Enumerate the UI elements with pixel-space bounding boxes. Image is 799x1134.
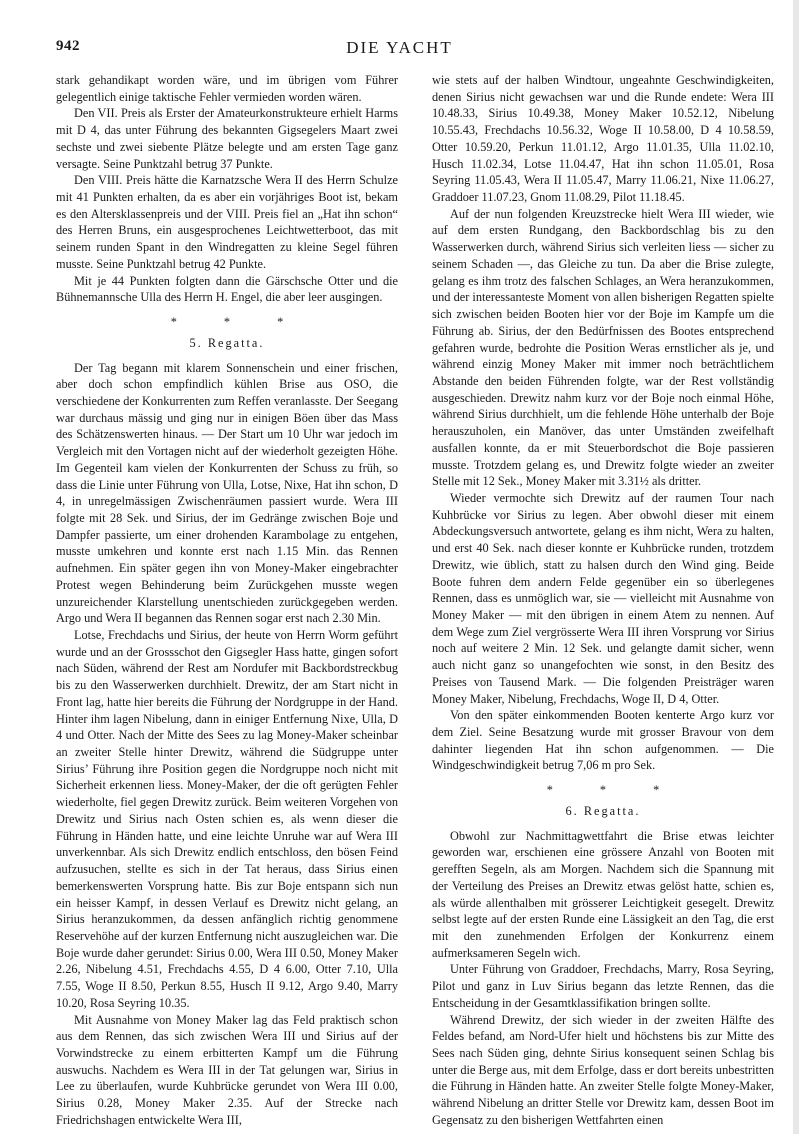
running-title: DIE YACHT	[346, 38, 453, 57]
paragraph: Unter Führung von Graddoer, Frechdachs, Marry, Rosa Seyring, Pilot und ganz in Luv Sirius begann das letzte Rennen, das die Entscheidung in der Gesamtklassifikation bringen sollte.	[432, 962, 774, 1010]
section-divider: * * *	[546, 783, 682, 798]
right-column	[432, 72, 774, 1129]
paragraph: stark gehandikapt worden wäre, und im übrigen vom Führer gelegentlich einige taktische Fehler vermieden worden wären.	[56, 73, 398, 104]
paragraph: Obwohl zur Nachmittagwettfahrt die Brise etwas leichter geworden war, erschienen eine grössere Anzahl von Booten mit gerefften Segeln, als am Morgen. Nachdem sich die Spannung mit der Verteilung des Preises an Drewitz etwas gelöst hatte, schien es, als würde allenthalben mit grösserer Leichtigkeit gesegelt. Drewitz selbst legte auf der ersten Runde eine Lässigkeit an den Tag, die erst mit den zunehmenden Erfolgen der Konkurrenz einem aufmerksameren Segeln wich.	[432, 828, 774, 960]
section-heading: 6. Regatta.	[565, 803, 641, 818]
paragraph: Den VIII. Preis hätte die Karnatzsche Wera II des Herrn Schulze mit 41 Punkten erhalten, da es aber ein vorjähriges Boot ist, bekam es den Altersklassenpreis und der VIII. Preis fiel an „Hat ihn schon“ des Herren Bruns, ein ausgesprochenes Leichtwetterboot, das mit seinem runden Spant in den Windregatten zu kleine Segel führen musste. Seine Punktzahl betrug 42 Punkte.	[56, 173, 398, 271]
section-heading: 5. Regatta.	[189, 335, 265, 350]
paragraph: Mit Ausnahme von Money Maker lag das Feld praktisch schon aus dem Rennen, das sich zwischen Wera III und Sirius auf der Vorwindstrecke zu einem erbitterten Kampf um die Führung auswuchs. Nachdem es Wera III in der Tat gelungen war, Sirius in Lee zu überlaufen, wurde Kuhbrücke gerundet von Wera III 0.00, Sirius 0.28, Money Maker 2.35. Auf der Strecke nach Friedrichshagen entwickelte Wera III,	[56, 1012, 398, 1127]
paragraph: Der Tag begann mit klarem Sonnenschein und einer frischen, aber doch schon empfindlich kühlen Brise aus OSO, die verschiedene der Konkurrenten zum Reffen veranlasste. Der Seegang war durchaus mässig und ging nur in einigen Böen über das Mass des Schätzenswerten hinaus. — Der Start um 10 Uhr war jedoch im Vergleich mit den Vortagen nicht auf der wiederholt gezeigten Höhe. Im Gegenteil kam vielen der Konkurrenten der Schuss zu früh, so dass die Linie unter Führung von Ulla, Lotse, Nixe, Hat ihn schon, D 4, in unregelmässigen Zwischenräumen passiert wurde. Wera III folgte mit 28 Sek. und Sirius, der im Gedränge zwischen Boje und Dampfer passierte, um einer drohenden Karambolage zu entgehen, musste umkehren und konnte erst nach 1.15 Min. das Rennen aufnehmen. Ein später gegen ihn von Money-Maker eingebrachter Protest wegen Behinderung beim Zurückgehen musste wegen unzureichender Klarstellung unentschieden zurückgegeben werden. Argo und Wera II begannen das Rennen sogar erst nach 2.30 Min.	[56, 360, 398, 626]
paragraph: Mit je 44 Punkten folgten dann die Gärschsche Otter und die Bühnemannsche Ulla des Herrn H. Engel, die aber leer ausgingen.	[56, 273, 398, 305]
paragraph: Von den später einkommenden Booten kenterte Argo kurz vor dem Ziel. Seine Besatzung wurde mit grosser Bravour von dem dahinter liegenden Hat ihn schon aufgenommen. — Die Windgeschwindigkeit betrug 7,06 m pro Sek.	[432, 708, 774, 773]
page-edge-shadow	[793, 0, 799, 1134]
paragraph: Während Drewitz, der sich wieder in der zweiten Hälfte des Feldes befand, am Nord-Ufer hielt und höchstens bis zur Mitte des Sees nach Süden ging, dehnte Sirius konsequent seinen Schlag bis unter die Berge aus, mit dem Erfolge, dass er dort bereits unbestritten die Führung in Händen hatte. An zweiter Stelle folgte Money-Maker, während Nibelung an dritter Stelle vor Drewitz kam, dessen Boot im Gegensatz zu den bisherigen Wettfahrten einen	[432, 1012, 774, 1127]
paragraph: Den VII. Preis als Erster der Amateurkonstrukteure erhielt Harms mit D 4, das unter Führung des bekannten Gigsegelers Maart zwei sechste und zwei siebente Plätze belegte und am ersten Tage ganz versagte. Seine Punktzahl betrug 37 Punkte.	[56, 106, 398, 171]
paragraph: Auf der nun folgenden Kreuzstrecke hielt Wera III wieder, wie auf dem ersten Rundgang, den Backbordschlag bis zu den Wasserwerken durch, während Sirius sich verleiten liess — sicher zu seinem Schaden —, das Gleiche zu tun. Da aber die Brise zulegte, gelang es ihm trotz des falschen Schlages, an Wera heranzukommen, und der interessanteste Moment von allen bisherigen Regatten spielte sich zwischen beiden Booten hier vor der Boje im Kampfe um die Führung ab. Sirius, der den Bedürfnissen des Bootes entsprechend gefahren wurde, bedrohte die Position Weras ernstlicher als je, und während einzig Money Maker mit immer noch beträchtlichem Abstande den beiden Führenden folgte, war der Rest vollständig ausgeschieden. Drewitz nahm kurz vor der Boje noch einmal Höhe, während Sirius durchhielt, um die fehlende Höhe unterhalb der Boje herauszuholen, ein Manöver, das unter Umständen zweifelhaft ausfallen konnte, da er mit Steuerbordschot die Boje passieren musste. Trotzdem gelang es, und Drewitz folgte wieder an zweiter Stelle mit 12 Sek., Money Maker mit 3.31½ als dritter.	[432, 206, 774, 489]
paragraph: wie stets auf der halben Windtour, ungeahnte Geschwindigkeiten, denen Sirius nicht gewachsen war und die Runde endete: Wera III 10.48.33, Sirius 10.49.38, Money Maker 10.52.12, Nibelung 10.55.43, Frechdachs 10.56.32, Woge II 10.58.00, D 4 10.58.59, Otter 10.59.20, Perkun 11.01.12, Argo 11.01.35, Ulla 11.02.10, Husch 11.02.34, Lotse 11.04.47, Hat ihn schon 11.05.01, Rosa Seyring 11.05.43, Wera II 11.05.47, Marry 11.06.21, Nixe 11.06.27, Graddoer 11.07.23, Gnom 11.08.29, Pilot 11.18.45.	[432, 73, 774, 205]
paragraph: Wieder vermochte sich Drewitz auf der raumen Tour nach Kuhbrücke vor Sirius zu legen. Aber obwohl dieser mit einem Abdeckungsversuch antwortete, gelang es ihm nicht, Wera zu halten, und erst 40 Sek. nach dieser konnte er Kuhbrücke runden, trotzdem Drewitz, wie üblich, statt zu halsen durch den Wind ging. Beide Boote fuhren dem andern Felde gegenüber ein so überlegenes Rennen, dass es unmöglich war, sie — vielleicht mit Ausnahme von Money Maker — mit den übrigen in einem Atem zu nennen. Auf dem Wege zum Ziel vergrösserte Wera III ihren Vorsprung vor Sirius noch auf weitere 2 Min. 12 Sek. und gelangte damit sicher, wenn auch nicht ganz so unangefochten wie sonst, in den Besitz des Preises von Tausend Mark. — Die folgenden Preisträger waren Money Maker, Nibelung, Frechdachs, Woge II, D 4, Otter.	[432, 490, 774, 706]
left-column	[56, 72, 398, 1129]
section-divider: * * *	[170, 315, 306, 330]
page-number: 942	[56, 38, 80, 54]
paragraph: Lotse, Frechdachs und Sirius, der heute von Herrn Worm geführt wurde und an der Grossschot den Gigsegler Hass hatte, gingen sofort nach Süden, während der Rest am Nordufer mit Backbordstreckbug bis zu den Wasserwerken durchhielt. Drewitz, der am Start nicht in Front lag, hatte hier bereits die Führung der Nordgruppe in der Hand. Hinter ihm lagen Nibelung, dann in einiger Entfernung Nixe, Ulla, D 4 und Otter. Nach der Mitte des Sees zu lag Money-Maker scheinbar an zweiter Stelle hinter Drewitz, während die Südgruppe unter Sirius’ Führung ihre Position gegen die Nordgruppe noch nicht mit Sicherheit erkennen liess. Money-Maker, der die oft gerügten Fehler wiederholte, fiel gegen Drewitz zurück. Beim weiteren Vorgehen von Drewitz und Sirius nach Osten schien es, als wenn dieser die Führung in Händen hatte, und eine leichte Unruhe war auf Wera III unverkennbar. Als sich Drewitz endlich entschloss, den bösen Feind aufzusuchen, stellte es sich in der Tat heraus, dass Sirius einen bemerkenswerten Vorsprung hatte. Bis zur Boje entspann sich nun ein heisser Kampf, in dessen Verlauf es Drewitz nicht gelang, an Sirius heranzukommen, da dessen anfänglich richtig genommene Reservehöhe auf der kurzen Entfernung nicht auszugleichen war. Die Boje wurde daher gerundet: Sirius 0.00, Wera III 0.50, Money Maker 2.26, Nibelung 4.51, Frechdachs 4.55, D 4 6.00, Otter 7.10, Ulla 7.55, Woge II 8.50, Perkun 8.55, Husch II 9.12, Argo 9.40, Marry 10.20, Rosa Seyring 10.35.	[56, 628, 398, 1010]
